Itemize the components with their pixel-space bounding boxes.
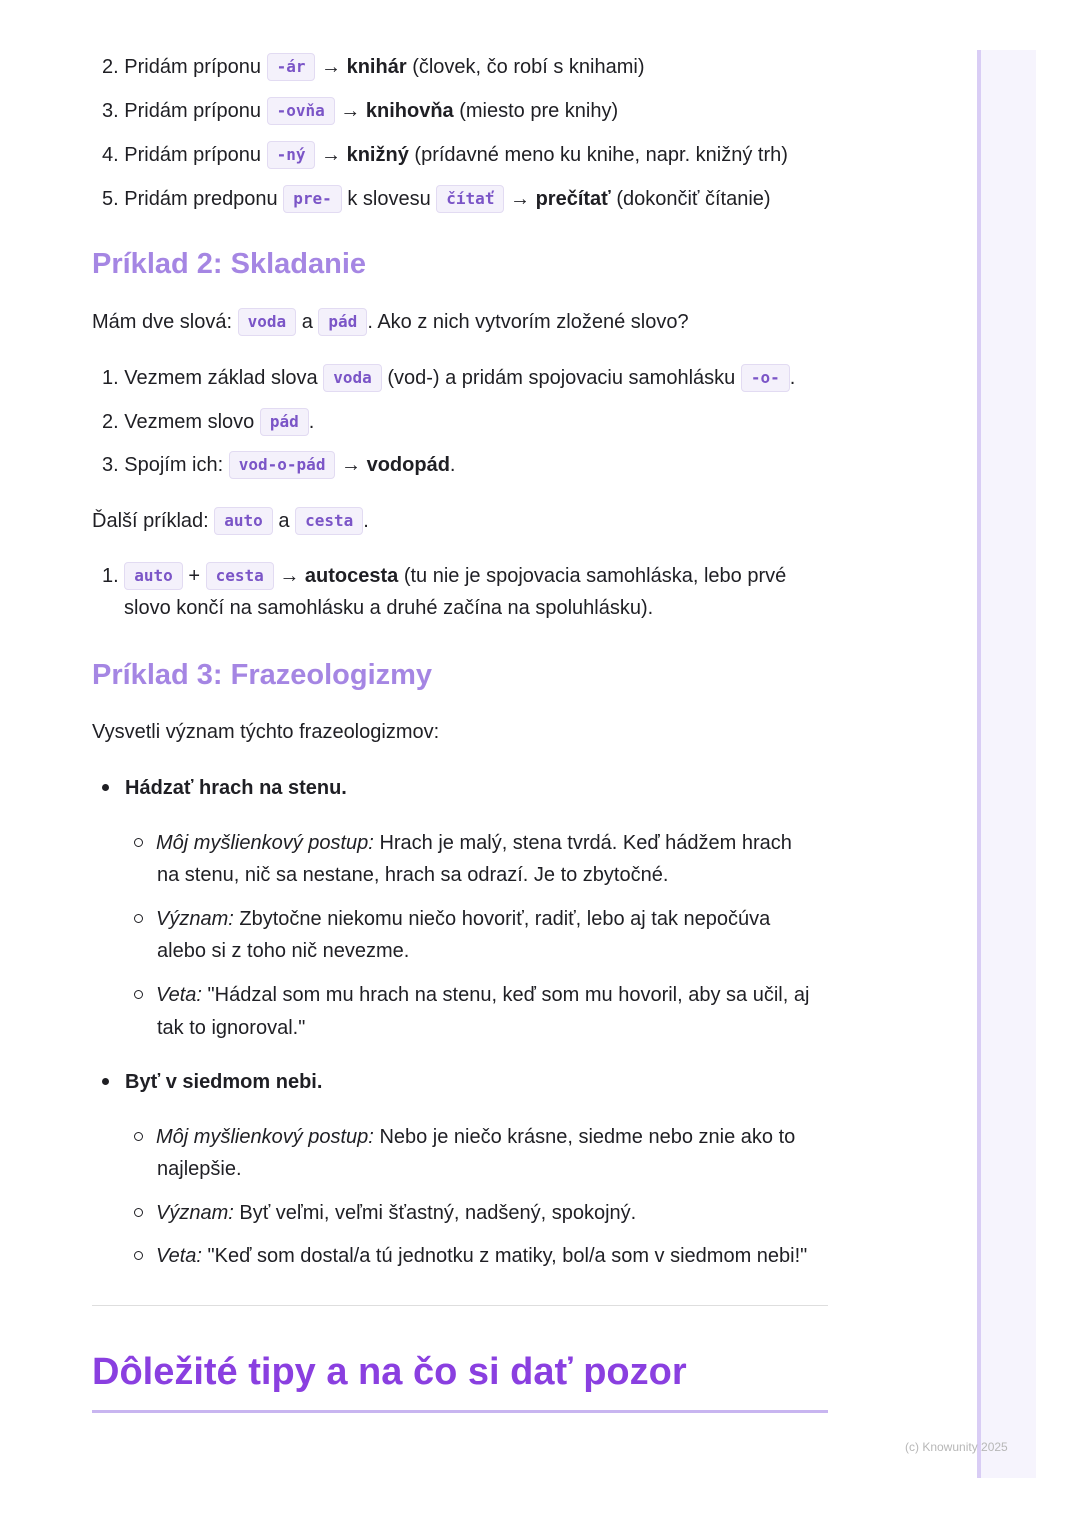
- suffix-code: -ovňa: [267, 97, 335, 125]
- item-text: Pridám príponu: [124, 144, 261, 166]
- arrow-icon: →: [279, 565, 300, 587]
- arrow-icon: →: [321, 56, 342, 78]
- word-code: pád: [318, 308, 367, 336]
- list-item: [102, 363, 795, 393]
- item-text: Pridám príponu: [124, 100, 261, 122]
- section-title-example-3: Príklad 3: Frazeologizmy: [92, 659, 433, 691]
- arrow-icon: →: [340, 100, 361, 122]
- prefix-code: pre-: [283, 185, 342, 213]
- bullet-icon: [102, 784, 109, 791]
- item-number: 1.: [102, 565, 119, 587]
- circle-bullet-icon: [134, 914, 143, 923]
- item-text: Vezmem základ slova: [124, 367, 318, 389]
- item-number: 2.: [102, 56, 119, 78]
- phrase-title: Hádzať hrach na stenu.: [125, 777, 347, 799]
- period: .: [789, 367, 796, 389]
- sub-bullet: [134, 828, 792, 858]
- intro-paragraph: [92, 307, 689, 337]
- sub-text: Nebo je niečo krásne, siedme nebo znie ako to: [379, 1126, 796, 1148]
- sub-label: Veta:: [156, 1245, 202, 1267]
- phrase-bullet: [102, 1067, 322, 1097]
- sub-bullet: [134, 904, 770, 934]
- conjunction: a: [301, 311, 313, 333]
- item-number: 1.: [102, 367, 119, 389]
- item-text: Pridám príponu: [124, 56, 261, 78]
- item-note: (tu nie je spojovacia samohláska, lebo prvé: [403, 565, 787, 587]
- sub-text-continuation: najlepšie.: [157, 1158, 242, 1180]
- circle-bullet-icon: [134, 838, 143, 847]
- period: .: [449, 454, 456, 476]
- circle-bullet-icon: [134, 990, 143, 999]
- bullet-icon: [102, 1078, 109, 1085]
- list-item: [102, 561, 786, 591]
- sub-text-continuation: na stenu, nič sa nestane, hrach sa odrazí. Je to zbytočné.: [157, 864, 669, 886]
- arrow-icon: →: [321, 144, 342, 166]
- vowel-code: -o-: [741, 364, 790, 392]
- sub-text: "Hádzal som mu hrach na stenu, keď som mu hovoril, aby sa učil, aj: [207, 984, 810, 1006]
- item-text: k slovesu: [347, 188, 431, 210]
- list-item: [102, 96, 618, 126]
- arrow-icon: →: [341, 454, 362, 476]
- item-note: (človek, čo robí s knihami): [412, 56, 645, 78]
- period: .: [363, 510, 369, 532]
- item-number: 3.: [102, 100, 119, 122]
- another-label: Ďalší príklad:: [92, 510, 209, 532]
- item-text: Vezmem slovo: [124, 411, 255, 433]
- plus-sign: +: [188, 565, 201, 587]
- result-word: knižný: [346, 144, 409, 166]
- item-number: 3.: [102, 454, 119, 476]
- item-number: 4.: [102, 144, 119, 166]
- another-example-line: [92, 506, 369, 536]
- word-code: auto: [214, 507, 273, 535]
- item-number: 5.: [102, 188, 119, 210]
- word-code: pád: [260, 408, 309, 436]
- item-note: (dokončiť čítanie): [616, 188, 771, 210]
- sub-bullet: [134, 980, 809, 1010]
- sub-bullet: [134, 1241, 807, 1271]
- sub-label: Veta:: [156, 984, 202, 1006]
- sub-bullet: [134, 1198, 636, 1228]
- heading-underline: [92, 1410, 828, 1413]
- sub-text: Byť veľmi, veľmi šťastný, nadšený, spokojný.: [239, 1202, 637, 1224]
- circle-bullet-icon: [134, 1251, 143, 1260]
- item-text: Spojím ich:: [124, 454, 224, 476]
- section-title-example-2: Príklad 2: Skladanie: [92, 248, 367, 280]
- sub-text-continuation: tak to ignoroval.": [157, 1017, 306, 1039]
- intro-paragraph: Vysvetli význam týchto frazeologizmov:: [92, 721, 440, 743]
- sub-text-continuation: alebo si z toho nič nevezme.: [157, 940, 410, 962]
- item-note: (miesto pre knihy): [459, 100, 619, 122]
- word-code: cesta: [206, 562, 274, 590]
- result-word: knihár: [346, 56, 407, 78]
- word-code: voda: [323, 364, 382, 392]
- list-item: [102, 140, 788, 170]
- list-item: [102, 184, 771, 214]
- word-code: vod-o-pád: [229, 451, 336, 479]
- period: .: [308, 411, 315, 433]
- intro-text: . Ako z nich vytvorím zložené slovo?: [367, 311, 689, 333]
- word-code: auto: [124, 562, 183, 590]
- word-code: cesta: [295, 507, 363, 535]
- intro-text: Mám dve slová:: [92, 311, 233, 333]
- item-note: (prídavné meno ku knihe, napr. knižný trh): [414, 144, 788, 166]
- circle-bullet-icon: [134, 1208, 143, 1217]
- sub-label: Môj myšlienkový postup:: [156, 1126, 374, 1148]
- arrow-icon: →: [510, 188, 531, 210]
- item-number: 2.: [102, 411, 119, 433]
- list-item: [102, 450, 455, 480]
- phrase-title: Byť v siedmom nebi.: [125, 1071, 323, 1093]
- right-sidebar-strip: [977, 50, 1036, 1478]
- sub-text: "Keď som dostal/a tú jednotku z matiky, bol/a som v siedmom nebi!": [207, 1245, 808, 1267]
- verb-code: čítať: [436, 185, 504, 213]
- sub-text: Zbytočne niekomu niečo hovoriť, radiť, lebo aj tak nepočúva: [239, 908, 771, 930]
- sub-label: Význam:: [156, 908, 234, 930]
- result-word: autocesta: [304, 565, 399, 587]
- circle-bullet-icon: [134, 1132, 143, 1141]
- phrase-bullet: [102, 773, 347, 803]
- list-item: [102, 52, 644, 82]
- footer-copyright: (c) Knowunity 2025: [905, 1440, 1008, 1454]
- item-note-continuation: slovo končí na samohlásku a druhé začína na spoluhlásku).: [124, 597, 654, 619]
- section-divider: [92, 1305, 828, 1306]
- sub-text: Hrach je malý, stena tvrdá. Keď hádžem hrach: [379, 832, 792, 854]
- item-text: (vod-) a pridám spojovaciu samohlásku: [387, 367, 736, 389]
- result-word: vodopád: [366, 454, 450, 476]
- result-word: prečítať: [535, 188, 611, 210]
- sub-bullet: [134, 1122, 795, 1152]
- section-heading: Dôležité tipy a na čo si dať pozor: [92, 1351, 687, 1393]
- list-item: [102, 407, 314, 437]
- word-code: voda: [238, 308, 297, 336]
- result-word: knihovňa: [365, 100, 454, 122]
- suffix-code: -ný: [267, 141, 316, 169]
- item-text: Pridám predponu: [124, 188, 278, 210]
- sub-label: Môj myšlienkový postup:: [156, 832, 374, 854]
- sub-label: Význam:: [156, 1202, 234, 1224]
- conjunction: a: [278, 510, 290, 532]
- suffix-code: -ár: [267, 53, 316, 81]
